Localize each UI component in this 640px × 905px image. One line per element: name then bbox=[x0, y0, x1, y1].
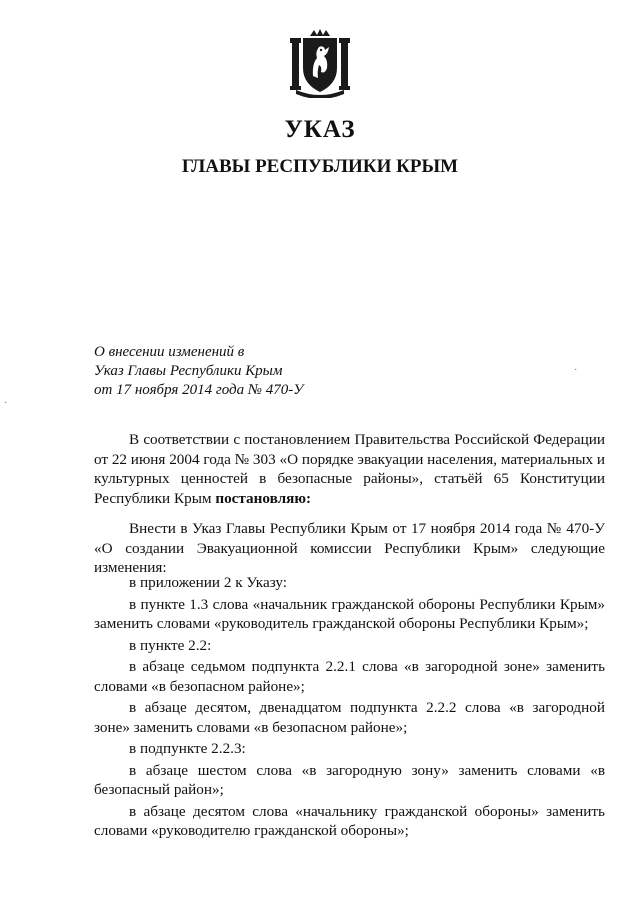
list-item: в абзаце шестом слова «в загородную зону» заменить словами «в безопасный район»; bbox=[94, 761, 605, 798]
list-item: в абзаце седьмом подпункта 2.2.1 слова «в загородной зоне» заменить словами «в безопасном районе»; bbox=[94, 658, 605, 695]
main-text: Внести в Указ Главы Республики Крым от 17 ноября 2014 года № 470-У «О создании Эвакуационной комиссии Республики Крым» следующие изменения: bbox=[94, 520, 605, 576]
document-subject bbox=[94, 343, 303, 400]
document-title: УКАЗ bbox=[284, 116, 356, 143]
intro-text: В соответствии с постановлением Правительства Российской Федерации от 22 июня 2004 года № 303 «О порядке эвакуации населения, материальных и культурных ценностей в безопасные районы», статьёй 65 Конституции Республики Крым bbox=[94, 431, 606, 507]
decision-word: постановляю: bbox=[215, 489, 312, 507]
list-item: в абзаце десятом слова «начальнику гражданской обороны» заменить словами «руководителю гражданской обороны»; bbox=[94, 802, 605, 839]
subject-line: от 17 ноября 2014 года № 470-У bbox=[94, 382, 304, 398]
document-subtitle: ГЛАВЫ РЕСПУБЛИКИ КРЫМ bbox=[181, 156, 459, 177]
list-item: в пункте 1.3 слова «начальник гражданской обороны Республики Крым» заменить словами «руководитель гражданской обороны Республики Крым»; bbox=[94, 595, 605, 632]
scan-speck: · bbox=[574, 365, 578, 376]
subject-line: Указ Главы Республики Крым bbox=[94, 363, 283, 379]
list-item: в абзаце десятом, двенадцатом подпункта 2.2.2 слова «в загородной зоне» заменить словами «в безопасном районе»; bbox=[94, 699, 605, 736]
list-item: в приложении 2 к Указу: bbox=[129, 574, 287, 591]
list-item: в подпункте 2.2.3: bbox=[129, 740, 246, 757]
amendments-list bbox=[94, 573, 605, 843]
main-paragraph bbox=[94, 519, 605, 578]
list-item: в пункте 2.2: bbox=[129, 636, 212, 654]
subject-line: О внесении изменений в bbox=[94, 344, 245, 360]
intro-paragraph bbox=[94, 430, 605, 508]
crimea-coat-of-arms-icon bbox=[288, 28, 352, 98]
scan-speck: · bbox=[4, 398, 8, 409]
